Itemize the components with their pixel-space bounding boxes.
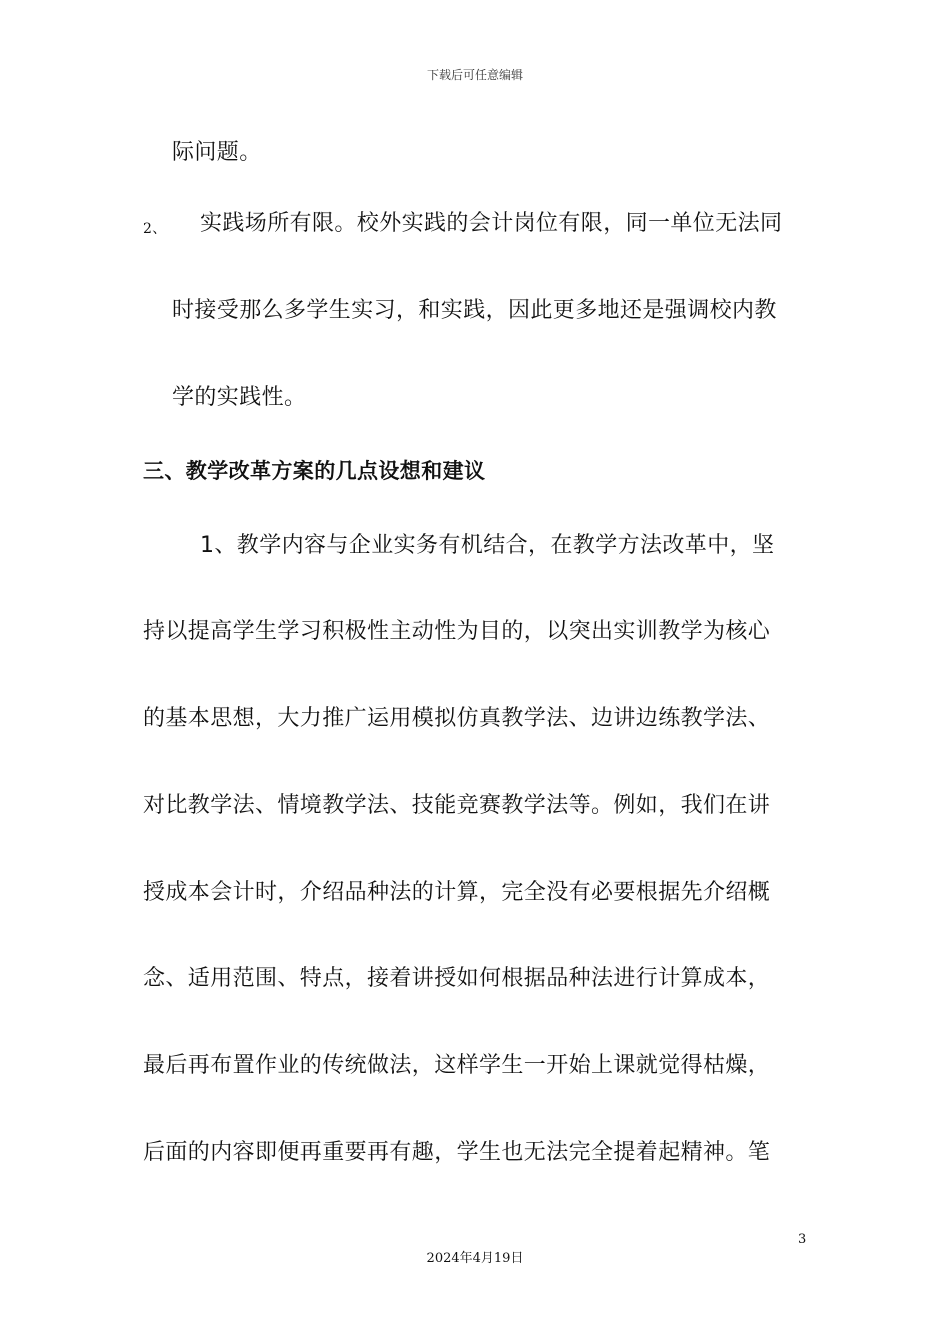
text-line: 时接受那么多学生实习，和实践，因此更多地还是强调校内教 bbox=[172, 298, 777, 323]
text-line: 学的实践性。 bbox=[172, 385, 307, 410]
text-line: 授成本会计时，介绍品种法的计算，完全没有必要根据先介绍概 bbox=[143, 880, 771, 905]
page-footer-date: 2024年4月19日 bbox=[426, 1251, 524, 1266]
text-line: 实践场所有限。校外实践的会计岗位有限，同一单位无法同 bbox=[200, 211, 783, 236]
text-line: 的基本思想，大力推广运用模拟仿真教学法、边讲边练教学法、 bbox=[143, 706, 771, 731]
text-line: 持以提高学生学习积极性主动性为目的，以突出实训教学为核心 bbox=[143, 619, 771, 644]
text-line: 1、教学内容与企业实务有机结合，在教学方法改革中，坚 bbox=[200, 533, 775, 558]
list-number: 2、 bbox=[143, 221, 167, 237]
text-line: 最后再布置作业的传统做法，这样学生一开始上课就觉得枯燥， bbox=[143, 1053, 771, 1078]
text-line: 念、适用范围、特点，接着讲授如何根据品种法进行计算成本， bbox=[143, 966, 771, 991]
page-number: 3 bbox=[798, 1232, 807, 1247]
page-header: 下载后可任意编辑 bbox=[426, 68, 523, 82]
section-heading: 三、教学改革方案的几点设想和建议 bbox=[143, 459, 486, 483]
text-line: 际问题。 bbox=[172, 140, 262, 165]
text-line: 对比教学法、情境教学法、技能竞赛教学法等。例如，我们在讲 bbox=[143, 793, 771, 818]
text-line: 后面的内容即便再重要再有趣，学生也无法完全提着起精神。笔 bbox=[143, 1140, 771, 1165]
